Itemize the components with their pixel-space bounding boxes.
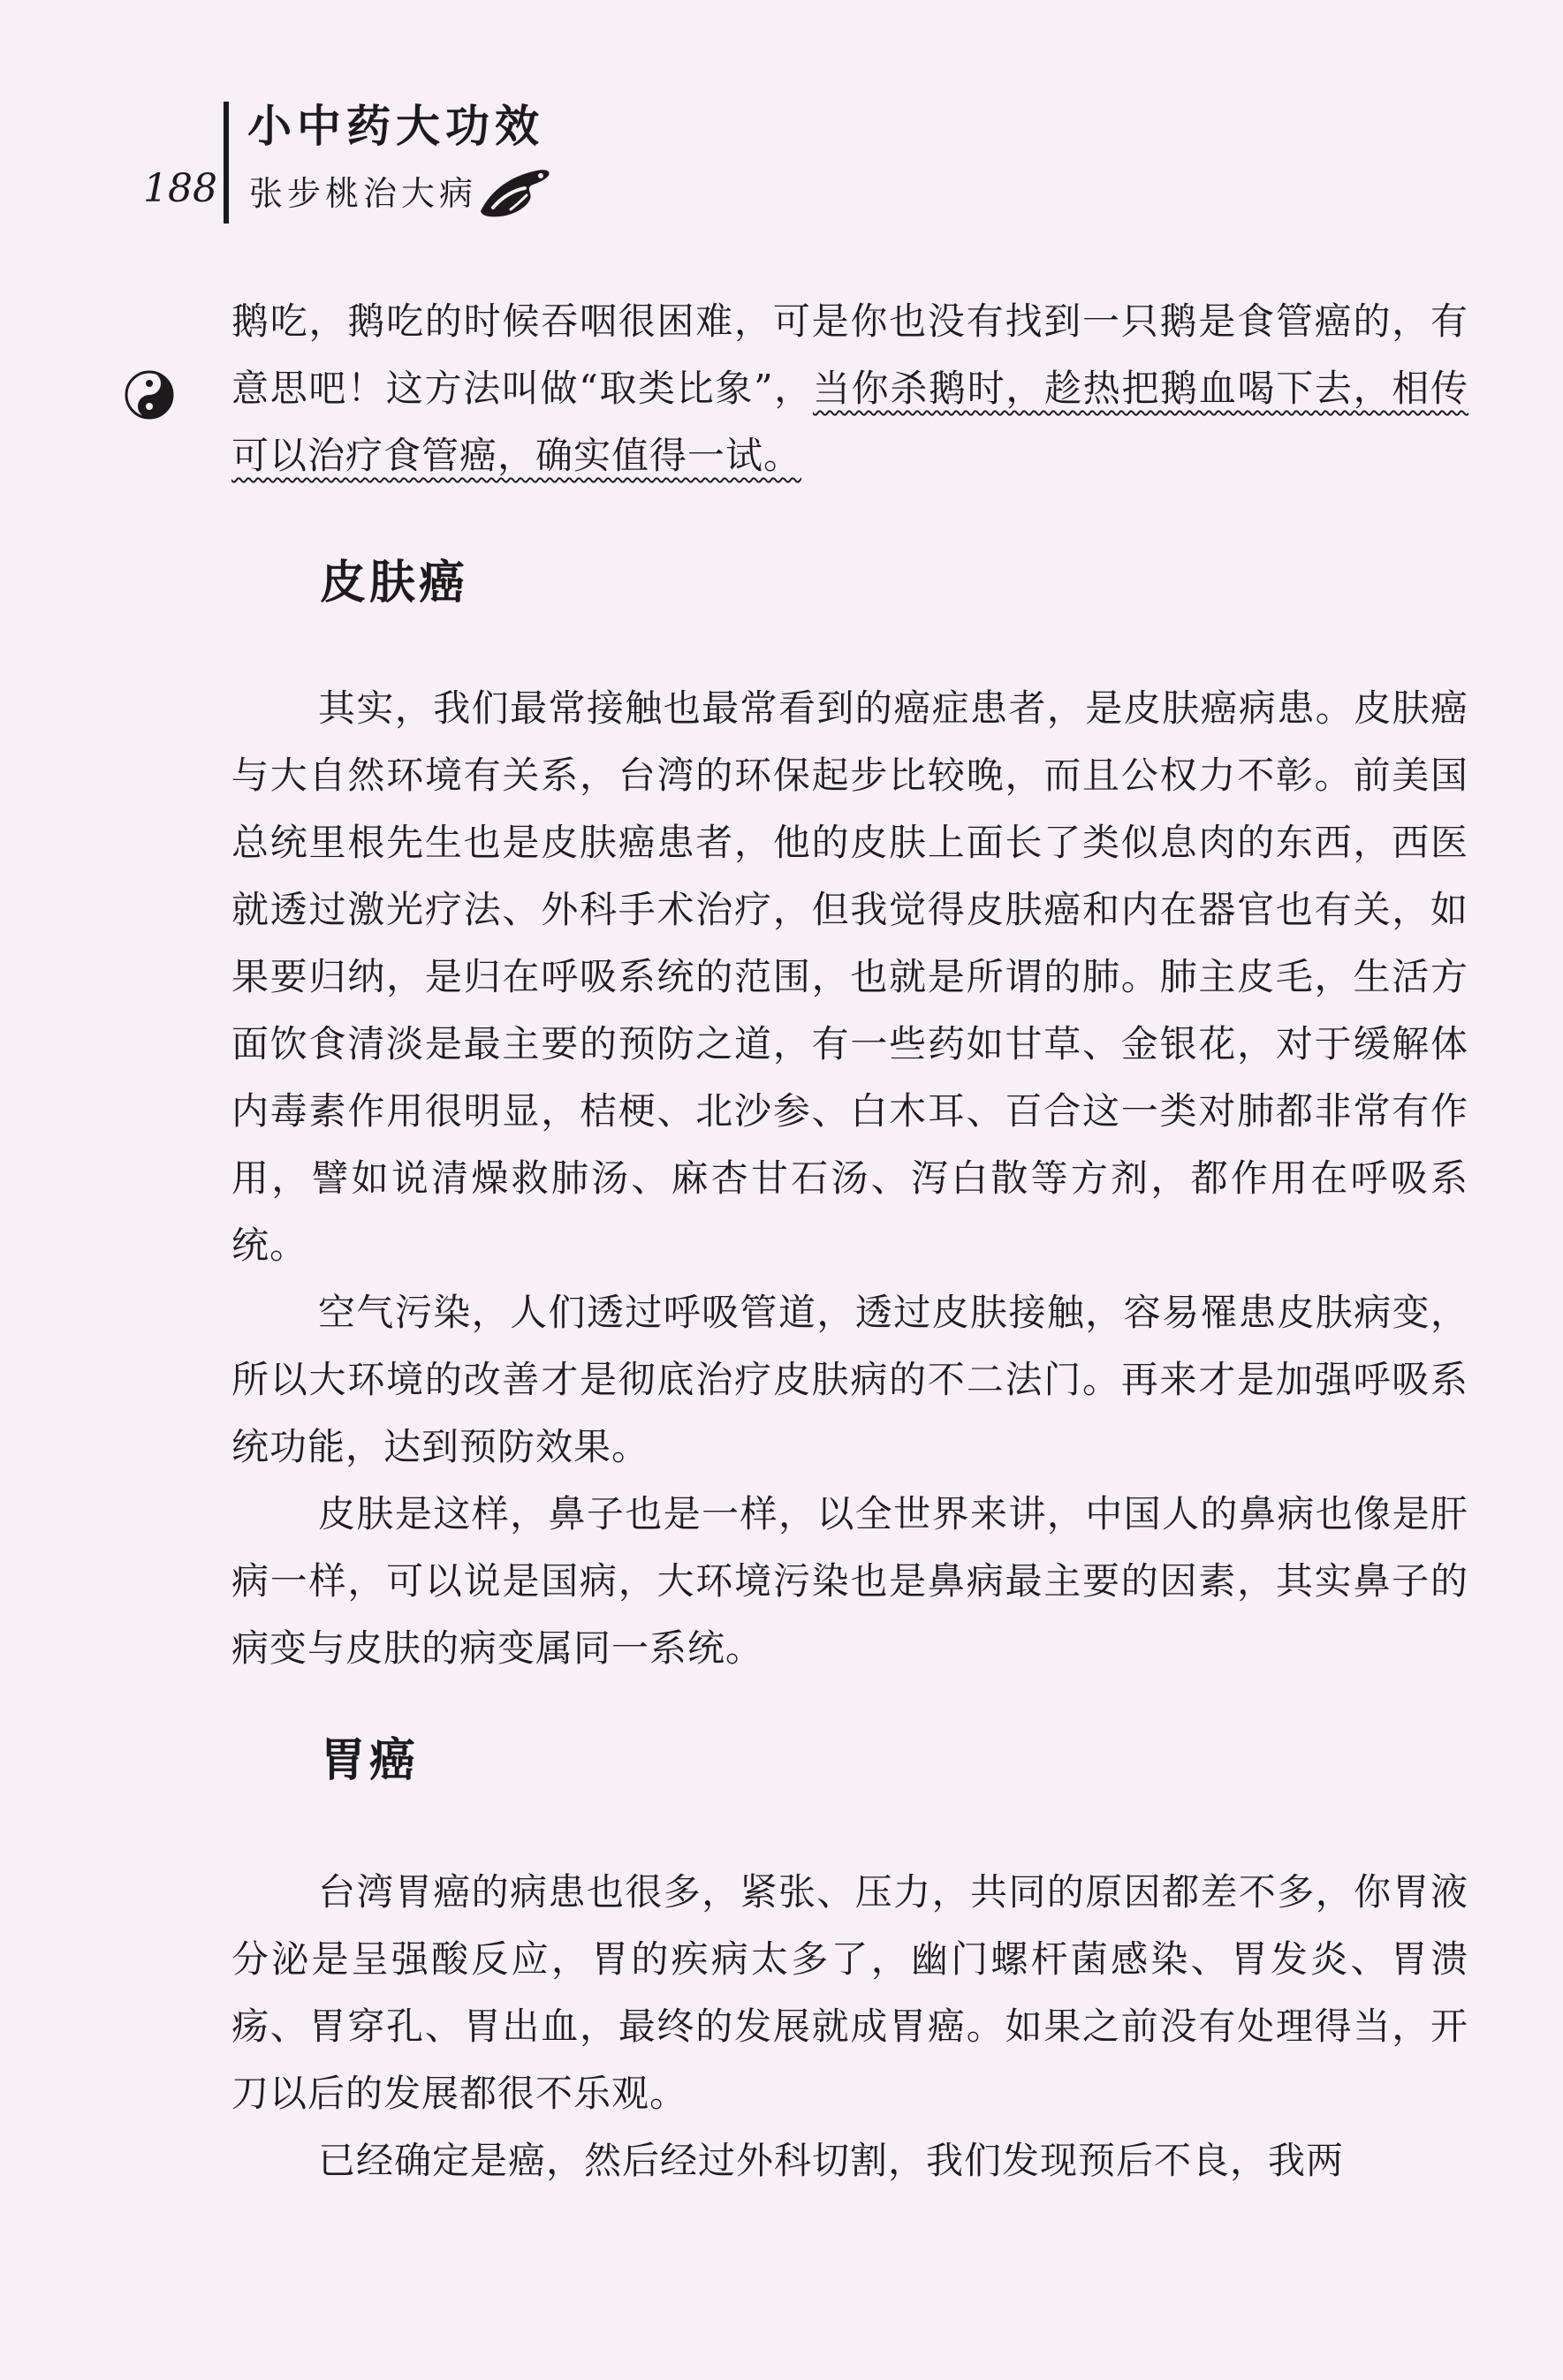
taiji-icon: [124, 369, 175, 421]
paragraph: 其实，我们最常接触也最常看到的癌症患者，是皮肤癌病患。皮肤癌与大自然环境有关系，台湾的环保起步比较晚，而且公权力不彰。前美国总统里根先生也是皮肤癌患者，他的皮肤上面长了类似息肉的东西，西医就透过激光疗法、外科手术治疗，但我觉得皮肤癌和内在器官也有关，如果要归纳，是归在呼吸系统的范围，也就是所谓的肺。肺主皮毛，生活方面饮食清淡是最主要的预防之道，有一些药如甘草、金银花，对于缓解体内毒素作用很明显，桔梗、北沙参、白木耳、百合这一类对肺都非常有作用，譬如说清燥救肺汤、麻杏甘石汤、泻白散等方剂，都作用在呼吸系统。: [231, 686, 1468, 1267]
book-subtitle: 张步桃治大病: [249, 174, 478, 213]
paragraph: 皮肤是这样，鼻子也是一样，以全世界来讲，中国人的鼻病也像是肝病一样，可以说是国病，大环境污染也是鼻病最主要的因素，其实鼻子的病变与皮肤的病变属同一系统。: [231, 1492, 1468, 1670]
paragraph: 已经确定是癌，然后经过外科切割，我们发现预后不良，我两: [318, 2139, 1345, 2182]
book-title: 小中药大功效: [247, 101, 544, 152]
page-number: 188: [143, 166, 217, 211]
intro-text: 鹅吃，鹅吃的时候吞咽很困难，可是你也没有找到一只鹅是食管癌的，有意思吧！这方法叫做“取类比象”，: [231, 299, 1468, 410]
section-heading-skin-cancer: 皮肤癌: [320, 556, 469, 610]
brush-stroke-logo-icon: [475, 163, 555, 222]
paragraph: 空气污染，人们透过呼吸管道，透过皮肤接触，容易罹患皮肤病变，所以大环境的改善才是彻底治疗皮肤病的不二法门。再来才是加强呼吸系统功能，达到预防效果。: [231, 1291, 1468, 1468]
wavy-underlined-text: 当你杀鹅时，趁热把鹅血喝下去，相传可以治疗食管癌，确实值得一试。: [231, 367, 1468, 477]
section-body-stomach-cancer: [231, 1859, 1468, 2194]
intro-paragraph: [231, 288, 1468, 489]
paragraph: 台湾胃癌的病患也很多，紧张、压力，共同的原因都差不多，你胃液分泌是呈强酸反应，胃的疾病太多了，幽门螺杆菌感染、胃发炎、胃溃疡、胃穿孔、胃出血，最终的发展就成胃癌。如果之前没有处理得当，开刀以后的发展都很不乐观。: [231, 1870, 1468, 2115]
section-heading-stomach-cancer: 胃癌: [320, 1733, 420, 1787]
header-divider: [224, 102, 229, 224]
section-body-skin-cancer: [231, 675, 1468, 1682]
